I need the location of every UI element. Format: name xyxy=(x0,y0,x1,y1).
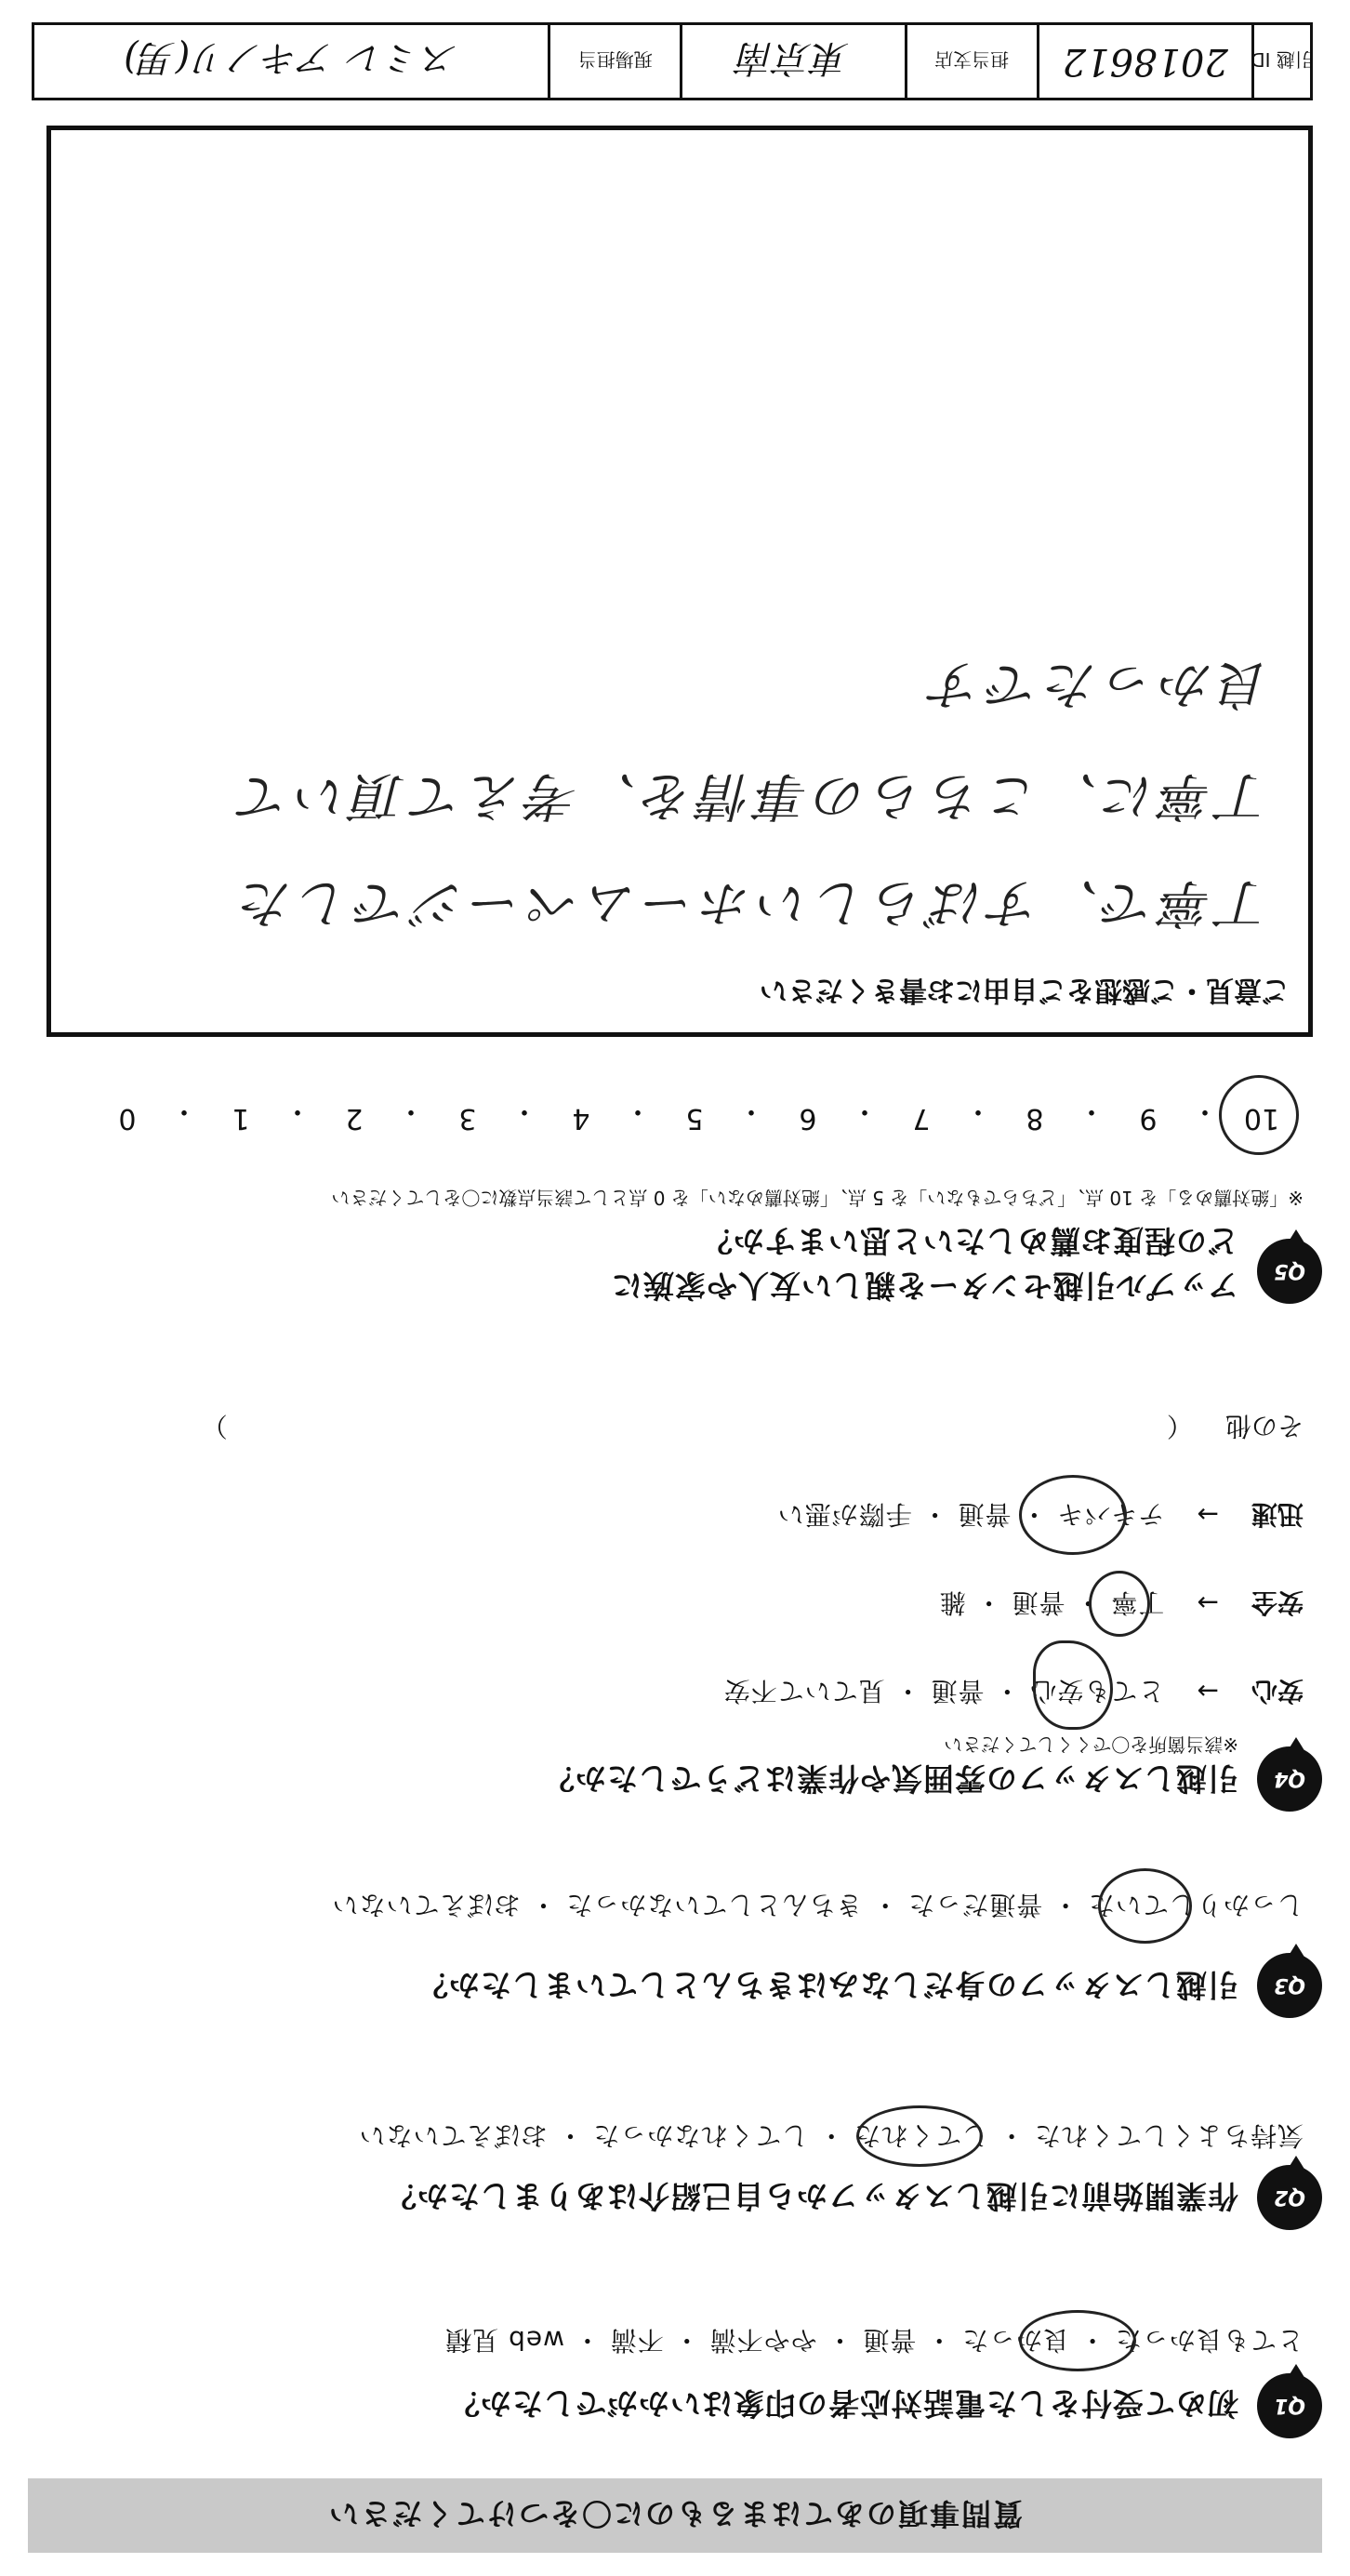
q2-badge: Q2 xyxy=(1257,2165,1322,2230)
q3-question: 引越しスタッフの身だしなみはきちんとしていましたか？ xyxy=(417,1967,1238,2003)
q4-other-open: （ xyxy=(1166,1411,1193,1441)
score-7[interactable]: 7 xyxy=(912,1102,931,1135)
score-8[interactable]: 8 xyxy=(1026,1102,1044,1135)
arrow-icon: → xyxy=(1197,1587,1219,1618)
q4-question: 引越しスタッフの雰囲気や作業はどうでしたか？ xyxy=(543,1760,1238,1797)
q1-question: 初めて受付をした電話対応者の印象はいかがでしたか？ xyxy=(448,2385,1238,2422)
q4-anshin-selected-circle xyxy=(1033,1640,1113,1730)
q3-options[interactable]: しっかりしていた ・ 普通だった ・ きちんとしていなかった ・ おぼえていない xyxy=(331,1890,1304,1920)
score-0[interactable]: 0 xyxy=(118,1102,137,1135)
score-3[interactable]: 3 xyxy=(458,1102,477,1135)
q3-selected-circle xyxy=(1098,1868,1192,1944)
score-9[interactable]: 9 xyxy=(1139,1102,1158,1135)
q4-row-label: 迅速 xyxy=(1251,1499,1304,1530)
q2-selected-circle xyxy=(856,2105,983,2167)
q5-question-line1: アップル引越センターを親しい友人や家族に xyxy=(610,1268,1238,1304)
manager-value[interactable]: スミレ アキノリ(男) xyxy=(124,36,459,80)
score-10[interactable]: 10 xyxy=(1243,1102,1280,1135)
comment-title: ご意見・ご感想をご自由にお書きください xyxy=(760,974,1290,1006)
score-6[interactable]: 6 xyxy=(799,1102,817,1135)
q4-jinsoku-selected-circle xyxy=(1019,1475,1127,1555)
branch-value[interactable]: 東京南 xyxy=(680,25,904,98)
comment-line-1: 丁寧で、すばらしいホームページでした xyxy=(235,872,1271,933)
q2-question: 作業開始前に引越しスタッフから自己紹介はありましたか？ xyxy=(385,2178,1238,2214)
q4-badge: Q4 xyxy=(1257,1746,1322,1812)
score-2[interactable]: 2 xyxy=(345,1102,364,1135)
q3-badge: Q3 xyxy=(1257,1953,1322,2018)
arrow-icon: → xyxy=(1197,1676,1219,1706)
q4-other-label: その他 xyxy=(1224,1411,1304,1441)
score-5[interactable]: 5 xyxy=(685,1102,704,1135)
instruction-header xyxy=(28,2478,1322,2553)
q4-row-options[interactable]: テキパキ ・ 普通 ・ 手際が悪い xyxy=(776,1499,1165,1530)
q4-row-options[interactable]: とても安心 ・ 普通 ・ 見ていて不安 xyxy=(722,1676,1165,1706)
manager-label: 現場担当 xyxy=(548,25,680,98)
q1-options[interactable]: とても良かった ・ 良かった ・ 普通 ・ やや不満 ・ 不満 ・ web 見積 xyxy=(444,2325,1304,2356)
q1-badge: Q1 xyxy=(1257,2373,1322,2438)
q4-other-close: ） xyxy=(201,1411,228,1441)
q4-anzen-selected-circle xyxy=(1089,1571,1150,1637)
q4-row-anshin xyxy=(723,1674,1304,1711)
q5-score-row: 10 ・ 9 ・ 8 ・ 7 ・ 6 ・ 5 ・ 4 ・ 3 ・ 2 ・ 1 ・ 0 xyxy=(48,1094,1294,1135)
move-id-label: 引越 ID xyxy=(1251,25,1310,98)
q4-row-options[interactable]: 丁寧 ・ 普通 ・ 雑 xyxy=(938,1587,1165,1618)
score-4[interactable]: 4 xyxy=(572,1102,590,1135)
q4-row-label: 安全 xyxy=(1251,1587,1304,1618)
comment-line-2: 丁寧に、こちらの事情を、考えて頂いて xyxy=(233,765,1271,826)
move-id-value[interactable]: 2018612 xyxy=(1037,25,1251,98)
q1-selected-circle xyxy=(1019,2310,1136,2371)
footer-id-table xyxy=(32,22,1313,100)
arrow-icon: → xyxy=(1197,1499,1219,1530)
q5-selected-circle xyxy=(1219,1075,1299,1155)
score-1[interactable]: 1 xyxy=(232,1102,250,1135)
q4-row-label: 安心 xyxy=(1251,1676,1304,1706)
comment-box[interactable] xyxy=(46,126,1313,1037)
q5-note: ※「絶対薦める」を 10 点、「どちらでもない」を 5 点、「絶対薦めない」を 0 点として該当点数に〇をしてください xyxy=(331,1187,1304,1209)
comment-line-3: 良かったです xyxy=(925,654,1271,714)
branch-label: 担当支店 xyxy=(905,25,1037,98)
q4-note: ※該当箇所を〇でくくしてください xyxy=(944,1733,1238,1756)
q4-other-row xyxy=(30,1409,1304,1446)
instruction-text: 質問事項のあてはまるものに〇をつけてください xyxy=(327,2496,1024,2531)
q5-badge: Q5 xyxy=(1257,1239,1322,1304)
q2-options[interactable]: 気持ちよくしてくれた ・ してくれた ・ してくれなかった ・ おぼえていない xyxy=(358,2120,1304,2151)
q5-question-line2: どの程度お薦めしたいと思いますか？ xyxy=(701,1223,1238,1259)
